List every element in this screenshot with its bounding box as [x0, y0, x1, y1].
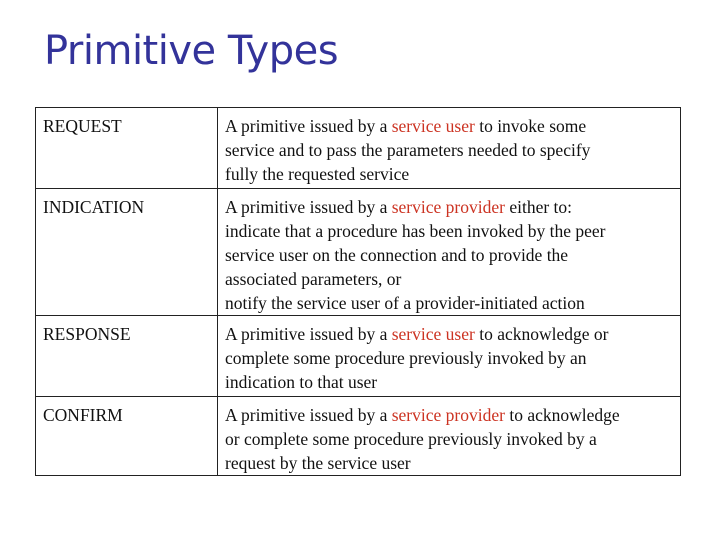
- description-line: indication to that user: [225, 372, 378, 392]
- table-row: [36, 397, 681, 476]
- text-run: A primitive issued by a: [225, 116, 392, 136]
- page-title: Primitive Types: [44, 28, 339, 74]
- description-line: [225, 403, 674, 427]
- text-run: to invoke some: [474, 116, 587, 136]
- text-run: either to:: [504, 197, 573, 217]
- description-cell: [218, 189, 681, 316]
- term-cell: INDICATION: [36, 189, 218, 316]
- primitive-types-table: [35, 107, 681, 476]
- description-line: request by the service user: [225, 453, 411, 473]
- description-line: complete some procedure previously invoked by an: [225, 348, 587, 368]
- description-line: fully the requested service: [225, 164, 410, 184]
- highlighted-term: service provider: [391, 405, 505, 425]
- description-line: [225, 114, 674, 138]
- description-line: service user on the connection and to provide the: [225, 245, 569, 265]
- text-run: A primitive issued by a: [225, 405, 392, 425]
- highlighted-term: service provider: [391, 197, 505, 217]
- description-line: or complete some procedure previously invoked by a: [225, 429, 597, 449]
- table-row: [36, 189, 681, 316]
- description-line: service and to pass the parameters needed to specify: [225, 140, 591, 160]
- text-run: to acknowledge or: [474, 324, 609, 344]
- highlighted-term: service user: [391, 116, 475, 136]
- description-line: notify the service user of a provider-initiated action: [225, 293, 585, 313]
- term-cell: RESPONSE: [36, 316, 218, 397]
- description-line: associated parameters, or: [225, 269, 402, 289]
- table-row: [36, 108, 681, 189]
- text-run: to acknowledge: [504, 405, 620, 425]
- description-line: indicate that a procedure has been invoked by the peer: [225, 221, 606, 241]
- description-line: [225, 195, 674, 219]
- highlighted-term: service user: [391, 324, 475, 344]
- description-cell: [218, 316, 681, 397]
- description-line: [225, 322, 674, 346]
- term-cell: REQUEST: [36, 108, 218, 189]
- description-cell: [218, 108, 681, 189]
- text-run: A primitive issued by a: [225, 324, 392, 344]
- text-run: A primitive issued by a: [225, 197, 392, 217]
- description-cell: [218, 397, 681, 476]
- term-cell: CONFIRM: [36, 397, 218, 476]
- table-row: [36, 316, 681, 397]
